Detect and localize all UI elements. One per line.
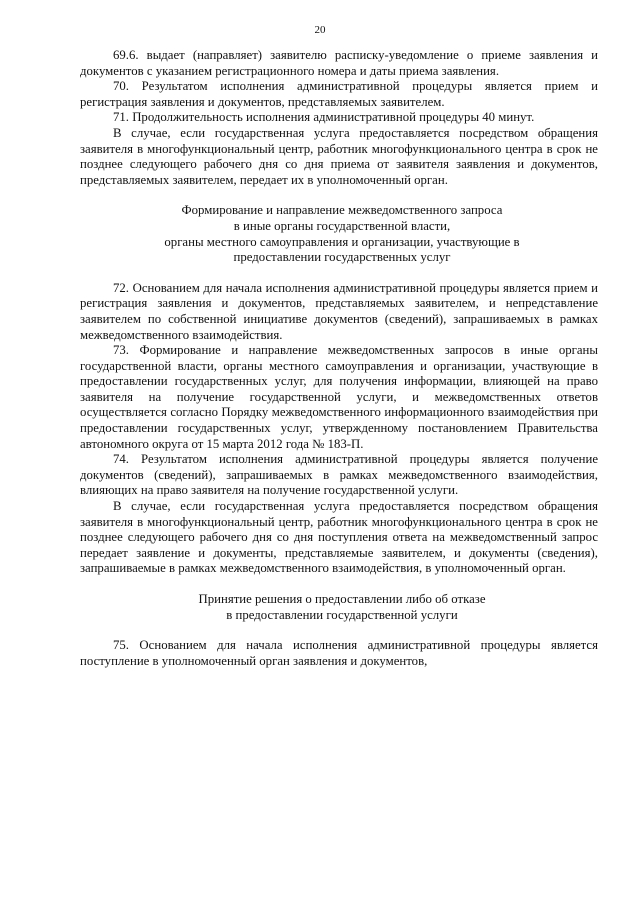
heading-line: Формирование и направление межведомственного запроса [181, 203, 503, 218]
paragraph-72: 72. Основанием для начала исполнения административной процедуры является прием и регистрация заявления и документов, представляемых заявителем, и непредставление заявителем по собственной инициативе документов (сведений), запрашиваемых в рамках межведомственного взаимодействия. [80, 280, 598, 342]
section-heading-decision [80, 592, 598, 623]
paragraph-69-6: 69.6. выдает (направляет) заявителю расписку-уведомление о приеме заявления и документов с указанием регистрационного номера и даты приема заявления. [80, 48, 598, 78]
section-heading-interagency-request [80, 203, 598, 265]
paragraph-70: 70. Результатом исполнения административной процедуры является прием и регистрация заявления и документов, представляемых заявителем. [80, 79, 598, 109]
heading-line: предоставлении государственных услуг [233, 250, 451, 265]
document-body [80, 48, 598, 669]
heading-line: Принятие решения о предоставлении либо об отказе [198, 592, 486, 606]
paragraph-mfc-transfer: В случае, если государственная услуга предоставляется посредством обращения заявителя в многофункциональный центр, работник многофункционального центра в срок не позднее следующего рабочего дня со дня приема от заявителя заявления и документов, представляемых заявителем, передает их в уполномоченный орган. [80, 125, 598, 187]
paragraph-75: 75. Основанием для начала исполнения административной процедуры является поступление в уполномоченный орган заявления и документов, [80, 638, 598, 668]
heading-line: в предоставлении государственной услуги [226, 607, 458, 622]
paragraph-74: 74. Результатом исполнения административной процедуры является получение документов (сведений), запрашиваемых в рамках межведомственного взаимодействия, влияющих на право заявителя на получение государственной услуги. [80, 452, 598, 498]
heading-line: в иные органы государственной власти, [233, 218, 451, 233]
paragraph-71: 71. Продолжительность исполнения административной процедуры 40 минут. [113, 110, 535, 125]
page-number: 20 [314, 24, 326, 36]
heading-line: органы местного самоуправления и организации, участвующие в [164, 234, 520, 249]
paragraph-73: 73. Формирование и направление межведомственных запросов в иные органы государственной власти, органы местного самоуправления и организации, участвующие в предоставлении государственных услуг, для получения информации, влияющей на право заявителя на получение государственной услуги, и межведомственных ответов осуществляется согласно Порядку межведомственного информационного взаимодействия при предоставлении государственных услуг, утвержденному постановлением Правительства автономного округа от 15 марта 2012 года № 183-П. [80, 343, 598, 451]
paragraph-mfc-response: В случае, если государственная услуга предоставляется посредством обращения заявителя в многофункциональный центр, работник многофункционального центра в срок не позднее следующего рабочего дня со дня поступления ответа на межведомственный запрос передает заявление и документы, представляемые заявителем, и документы (сведения), запрашиваемые в рамках межведомственного взаимодействия, в уполномоченный орган. [80, 499, 598, 576]
